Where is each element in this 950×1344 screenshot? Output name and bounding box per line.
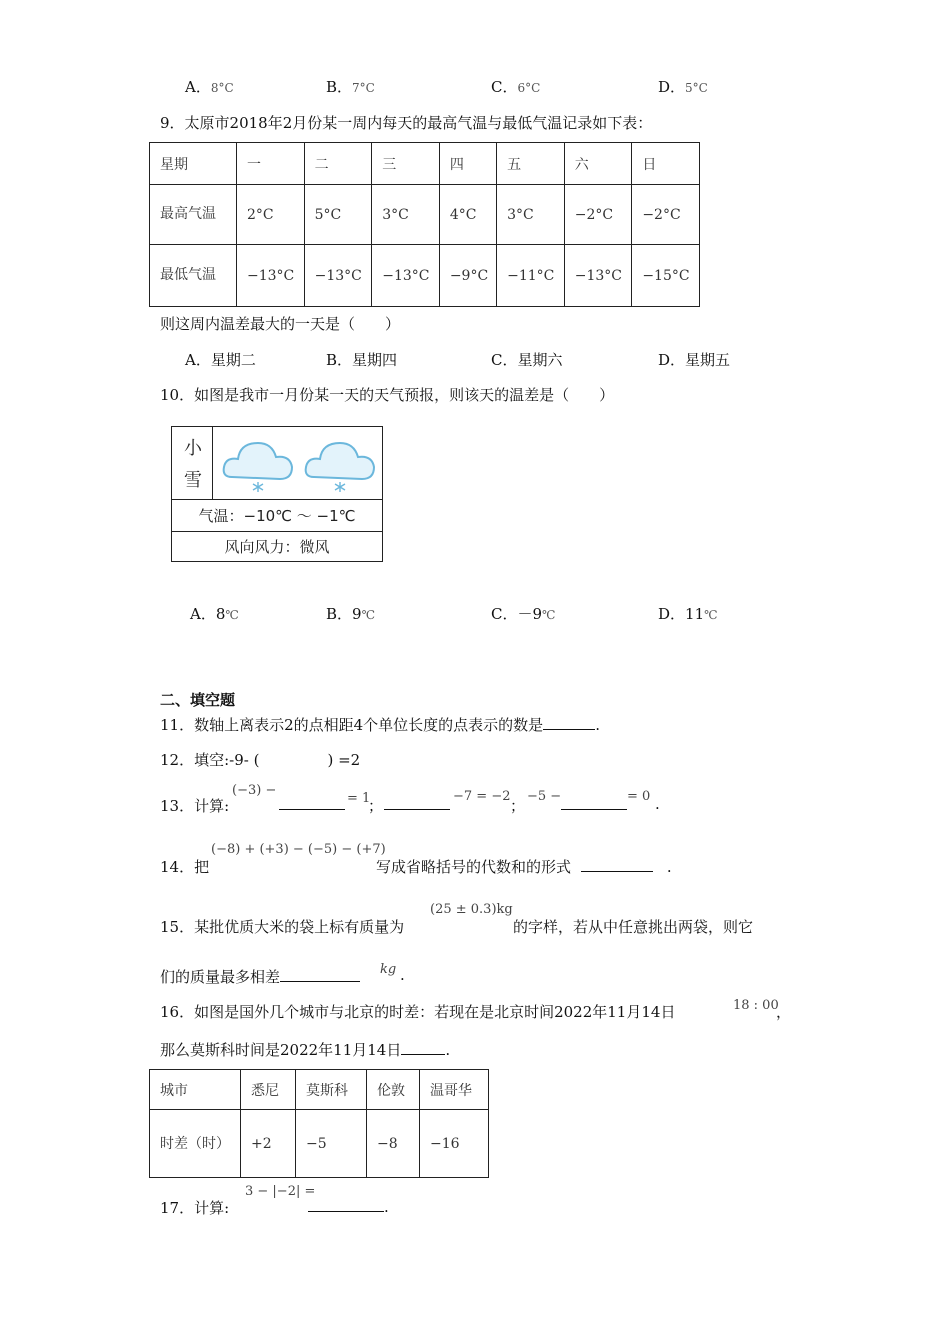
answer-blank[interactable] — [279, 795, 345, 810]
table-cell: 莫斯科 — [296, 1070, 367, 1110]
table-row — [150, 143, 700, 185]
q12: 12．填空:-9- ( ) =2 — [160, 751, 361, 769]
q13: 13．计算: — [160, 797, 230, 815]
table-row — [150, 1110, 489, 1178]
table-cell: 最高气温 — [150, 185, 237, 245]
table-cell: 悉尼 — [241, 1070, 296, 1110]
table-cell: −13°C — [564, 245, 632, 307]
table-cell: 5°C — [304, 185, 372, 245]
table-cell: 三 — [372, 143, 440, 185]
section-title: 二、填空题 — [160, 691, 236, 709]
q13-expr-1: (−3) − — [232, 783, 277, 798]
table-cell: 六 — [564, 143, 632, 185]
table-row — [150, 245, 700, 307]
q17: . — [308, 1197, 389, 1216]
q14-expression: (−8) + (+3) − (−5) − (+7) — [211, 842, 386, 857]
q9-option-c: C．星期六 — [491, 351, 563, 369]
answer-blank[interactable] — [308, 1197, 384, 1212]
q9-temperature-table — [149, 142, 700, 307]
table-cell: −11°C — [497, 245, 565, 307]
answer-blank[interactable] — [543, 715, 595, 730]
table-cell: 3°C — [372, 185, 440, 245]
table-cell: 日 — [632, 143, 700, 185]
table-row — [150, 1070, 489, 1110]
table-cell: −9°C — [439, 245, 496, 307]
q10-option-a: A．8℃ — [190, 605, 239, 623]
q15-text: 的字样，若从中任意挑出两袋，则它 — [513, 918, 754, 936]
weather-label: 小雪 — [184, 438, 202, 491]
weather-forecast-figure — [171, 426, 383, 562]
table-cell: 时差（时） — [150, 1110, 241, 1178]
table-cell: −5 — [296, 1110, 367, 1178]
q9-option-d: D．星期五 — [658, 351, 731, 369]
q8-option-a: A．8°C — [185, 78, 234, 96]
table-cell: 四 — [439, 143, 496, 185]
q16-time: 18 : 00 — [733, 998, 779, 1013]
q16-line1: 16．如图是国外几个城市与北京的时差：若现在是北京时间2022年11月14日 — [160, 1003, 676, 1021]
q10-option-b: B．9℃ — [326, 605, 376, 623]
q17-expression: 3 − |−2| = — [245, 1184, 316, 1199]
q11: 11．数轴上离表示2的点相距4个单位长度的点表示的数是 . — [160, 716, 600, 734]
table-cell: +2 — [241, 1110, 296, 1178]
q9-question: 则这周内温差最大的一天是（ ） — [160, 315, 401, 333]
q9-stem: 9．太原市2018年2月份某一周内每天的最高气温与最低气温记录如下表： — [160, 114, 653, 132]
q9-option-a: A．星期二 — [185, 351, 256, 369]
table-cell: 2°C — [237, 185, 305, 245]
answer-blank[interactable] — [581, 857, 653, 872]
q16-line2: 那么莫斯科时间是2022年11月14日 . — [160, 1041, 451, 1059]
table-cell: 一 — [237, 143, 305, 185]
q16-time-difference-table — [149, 1069, 489, 1178]
table-cell: 伦敦 — [367, 1070, 420, 1110]
table-cell: −8 — [367, 1110, 420, 1178]
answer-blank[interactable] — [401, 1040, 445, 1055]
answer-blank[interactable] — [384, 795, 450, 810]
table-cell: 城市 — [150, 1070, 241, 1110]
table-row — [150, 185, 700, 245]
q15-prefix: 15．某批优质大米的袋上标有质量为 — [160, 918, 405, 936]
q13-expr-3: −5 − — [527, 789, 562, 804]
q10-option-d: D．11℃ — [658, 605, 718, 623]
q8-option-b: B．7°C — [326, 78, 375, 96]
q8-option-c: C．6°C — [491, 78, 541, 96]
table-cell: 最低气温 — [150, 245, 237, 307]
q13-result-3: = 0 — [627, 789, 651, 804]
q13-expr-2: −7 = −2 — [453, 789, 511, 804]
table-cell: −13°C — [237, 245, 305, 307]
q9-option-b: B．星期四 — [326, 351, 398, 369]
table-cell: −16 — [420, 1110, 489, 1178]
snow-cloud-icon — [220, 435, 380, 497]
q15-unit: kg — [380, 962, 397, 977]
forecast-wind: 风向风力：微风 — [172, 531, 382, 562]
table-cell: −15°C — [632, 245, 700, 307]
q10-stem: 10．如图是我市一月份某一天的天气预报，则该天的温差是（ ） — [160, 386, 615, 404]
q13-result-1: = 1 — [347, 791, 371, 806]
answer-blank[interactable] — [561, 795, 627, 810]
q10-option-c: C．－9℃ — [491, 605, 556, 623]
table-cell: −2°C — [564, 185, 632, 245]
answer-blank[interactable] — [280, 967, 360, 982]
table-cell: −13°C — [372, 245, 440, 307]
table-cell: −13°C — [304, 245, 372, 307]
table-cell: 3°C — [497, 185, 565, 245]
table-cell: 4°C — [439, 185, 496, 245]
table-cell: 五 — [497, 143, 565, 185]
q15-expression: (25 ± 0.3)kg — [430, 902, 513, 917]
table-cell: −2°C — [632, 185, 700, 245]
table-cell: 二 — [304, 143, 372, 185]
table-cell: 温哥华 — [420, 1070, 489, 1110]
q17-prefix: 17．计算: — [160, 1199, 230, 1217]
forecast-temperature: 气温：−10℃ ～ −1℃ — [172, 499, 382, 532]
q14-prefix: 14．把 — [160, 858, 210, 876]
q14: 写成省略括号的代数和的形式 . — [376, 858, 672, 876]
q8-option-d: D．5°C — [658, 78, 708, 96]
table-cell: 星期 — [150, 143, 237, 185]
q15-line2: 们的质量最多相差 — [160, 966, 360, 987]
